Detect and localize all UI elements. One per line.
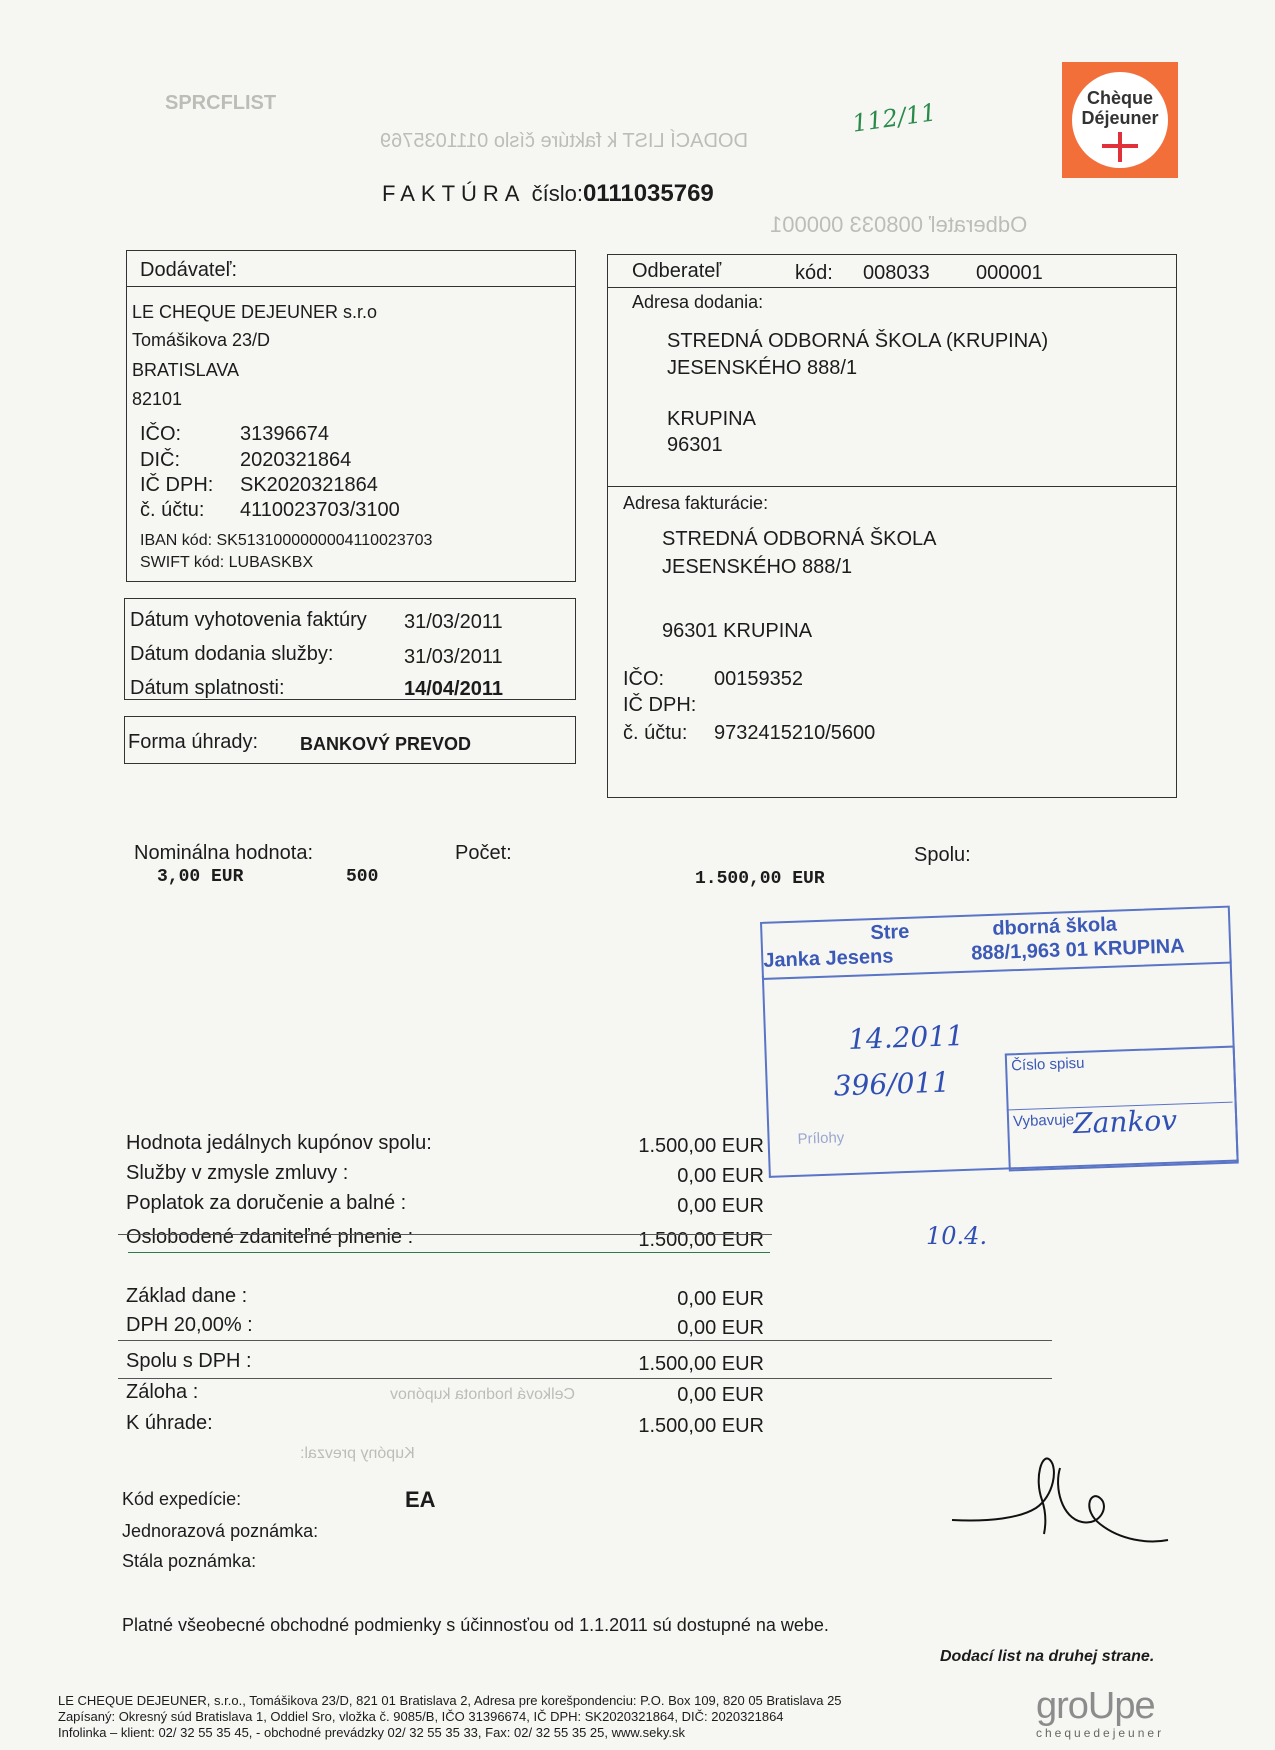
summary-label: Hodnota jedálnych kupónov spolu: — [126, 1132, 432, 1154]
supplier-account: 4110023703/3100 — [240, 499, 400, 521]
delivered-date: 31/03/2011 — [404, 646, 503, 668]
stamp-signature: Zankov — [1072, 1103, 1178, 1141]
stamp-text: Janka Jesens — [762, 945, 894, 972]
signature — [950, 1448, 1180, 1558]
handwritten-reference: 112/11 — [850, 98, 938, 138]
show-through-text: Kupóny prevzal: — [300, 1445, 415, 1462]
summary-label: Spolu s DPH : — [126, 1350, 252, 1372]
issued-date-label: Dátum vyhotovenia faktúry — [130, 609, 367, 631]
footer-line: Zapísaný: Okresný súd Bratislava 1, Oddiel Sro, vložka č. 9085/B, IČO 31396674, IČ DPH: SK2020321864, DIČ: 2020321864 — [58, 1709, 784, 1724]
customer-account-label: č. účtu: — [623, 722, 688, 744]
summary-value: 0,00 EUR — [677, 1288, 764, 1310]
expedition-label: Kód expedície: — [122, 1489, 242, 1509]
supplier-ico-label: IČO: — [140, 423, 182, 445]
show-through-text: SPRCFLIST — [165, 92, 277, 114]
customer-icdph-label: IČ DPH: — [623, 694, 697, 716]
group-logo: groUpe chequedejeuner — [1036, 1685, 1165, 1740]
supplier-account-label: č. účtu: — [140, 499, 205, 521]
supplier-icdph-label: IČ DPH: — [140, 474, 214, 496]
payment-label: Forma úhrady: — [128, 731, 259, 753]
total-label: Spolu: — [914, 844, 971, 866]
nominal-label: Nominálna hodnota: — [134, 842, 314, 864]
summary-label: Služby v zmysle zmluvy : — [126, 1162, 349, 1184]
show-through-text: Odberateľ 008033 000001 — [770, 212, 1028, 237]
issued-date: 31/03/2011 — [404, 611, 503, 633]
summary-value: 0,00 EUR — [677, 1165, 764, 1187]
supplier-heading: Dodávateľ: — [140, 259, 238, 281]
delivery-zip: 96301 — [667, 434, 723, 456]
customer-account: 9732415210/5600 — [714, 722, 876, 744]
stamp-text: 888/1,963 01 KRUPINA — [970, 935, 1185, 965]
summary-label: DPH 20,00% : — [126, 1314, 253, 1336]
customer-code-label: kód: — [795, 262, 833, 284]
cheque-dejeuner-logo — [1062, 62, 1178, 178]
footer — [58, 1693, 842, 1741]
customer-ico-label: IČO: — [623, 668, 665, 690]
customer-code2: 000001 — [976, 262, 1043, 284]
summary-value: 0,00 EUR — [677, 1317, 764, 1339]
delivery-line2: JESENSKÉHO 888/1 — [667, 357, 858, 379]
supplier-swift: SWIFT kód: LUBASKBX — [140, 554, 314, 571]
summary-label: Oslobodené zdaniteľné plnenie : — [126, 1226, 414, 1248]
total-value: 1.500,00 EUR — [695, 869, 825, 889]
logo-text: Déjeuner — [1081, 108, 1159, 128]
customer-code1: 008033 — [863, 262, 930, 284]
summary-value: 1.500,00 EUR — [638, 1415, 764, 1437]
stamp-prilohy-label: Prílohy — [797, 1129, 845, 1148]
supplier-dic: 2020321864 — [240, 449, 352, 471]
payment-method: BANKOVÝ PREVOD — [300, 734, 472, 754]
summary-label: Poplatok za doručenie a balné : — [126, 1192, 407, 1214]
stamp-date: 14.2011 — [847, 1018, 965, 1056]
note-permanent-label: Stála poznámka: — [122, 1551, 257, 1571]
delivery-city: KRUPINA — [667, 408, 756, 430]
billing-address-label: Adresa fakturácie: — [623, 493, 769, 513]
nominal-value: 3,00 EUR — [157, 867, 244, 887]
delivery-address-label: Adresa dodania: — [632, 292, 764, 312]
supplier-street: Tomášikova 23/D — [132, 330, 271, 350]
supplier-dic-label: DIČ: — [140, 449, 180, 471]
summary-label: K úhrade: — [126, 1412, 213, 1434]
show-through-text: DODACÍ LIST k faktúre číslo 0111035769 — [380, 130, 748, 152]
stamp-text: dborná škola — [991, 913, 1118, 940]
delivery-line1: STREDNÁ ODBORNÁ ŠKOLA (KRUPINA) — [667, 330, 1049, 352]
summary-value: 1.500,00 EUR — [638, 1353, 764, 1375]
note-once-label: Jednorazová poznámka: — [122, 1521, 319, 1541]
registry-stamp — [760, 906, 1239, 1180]
supplier-name: LE CHEQUE DEJEUNER s.r.o — [132, 302, 378, 322]
stamp-vybavuje-label: Vybavuje — [1012, 1111, 1075, 1131]
count-value: 500 — [346, 867, 379, 887]
billing-city: 96301 KRUPINA — [662, 620, 813, 642]
supplier-ico: 31396674 — [240, 423, 329, 445]
footer-line: LE CHEQUE DEJEUNER, s.r.o., Tomášikova 23/D, 821 01 Bratislava 2, Adresa pre korešpondenciu: P.O. Box 109, 820 05 Bratislava 25 — [58, 1693, 842, 1708]
summary-label: Záloha : — [126, 1381, 199, 1403]
supplier-city: BRATISLAVA — [132, 360, 240, 380]
stamp-text: Stre — [870, 920, 910, 945]
supplier-icdph: SK2020321864 — [240, 474, 378, 496]
supplier-zip: 82101 — [132, 389, 183, 409]
summary-value: 0,00 EUR — [677, 1195, 764, 1217]
supplier-iban: IBAN kód: SK5131000000004110023703 — [140, 532, 433, 549]
expedition-code: EA — [405, 1487, 436, 1512]
show-through-text: Celková hodnota kupónov — [390, 1386, 576, 1403]
billing-line2: JESENSKÉHO 888/1 — [662, 556, 853, 578]
summary-value: 1.500,00 EUR — [638, 1135, 764, 1157]
stamp-number: 396/011 — [833, 1065, 951, 1103]
stamp-spis-label: Číslo spisu — [1010, 1054, 1085, 1075]
summary-value: 0,00 EUR — [677, 1384, 764, 1406]
due-date: 14/04/2011 — [404, 678, 503, 700]
footer-line: Infolinka – klient: 02/ 32 55 35 45, - obchodné prevádzky 02/ 32 55 35 33, Fax: 02/ 32 55 35 25, www.seky.sk — [58, 1725, 686, 1740]
handwritten-note: 10.4. — [926, 1222, 988, 1250]
delivery-note-label: Dodací list na druhej strane. — [940, 1648, 1155, 1665]
due-date-label: Dátum splatnosti: — [130, 677, 285, 699]
terms-text: Platné všeobecné obchodné podmienky s účinnosťou od 1.1.2011 sú dostupné na webe. — [122, 1615, 829, 1635]
count-label: Počet: — [455, 842, 512, 864]
summary-value: 1.500,00 EUR — [638, 1229, 764, 1251]
invoice-number: 0111035769 — [582, 180, 714, 207]
summary-label: Základ dane : — [126, 1285, 248, 1307]
customer-heading: Odberateľ — [632, 260, 722, 282]
customer-ico: 00159352 — [714, 668, 803, 690]
delivered-date-label: Dátum dodania služby: — [130, 643, 334, 665]
invoice-title: FAKTÚRA číslo:0111035769 — [382, 180, 714, 207]
logo-text: Chèque — [1086, 88, 1153, 108]
billing-line1: STREDNÁ ODBORNÁ ŠKOLA — [662, 528, 937, 550]
